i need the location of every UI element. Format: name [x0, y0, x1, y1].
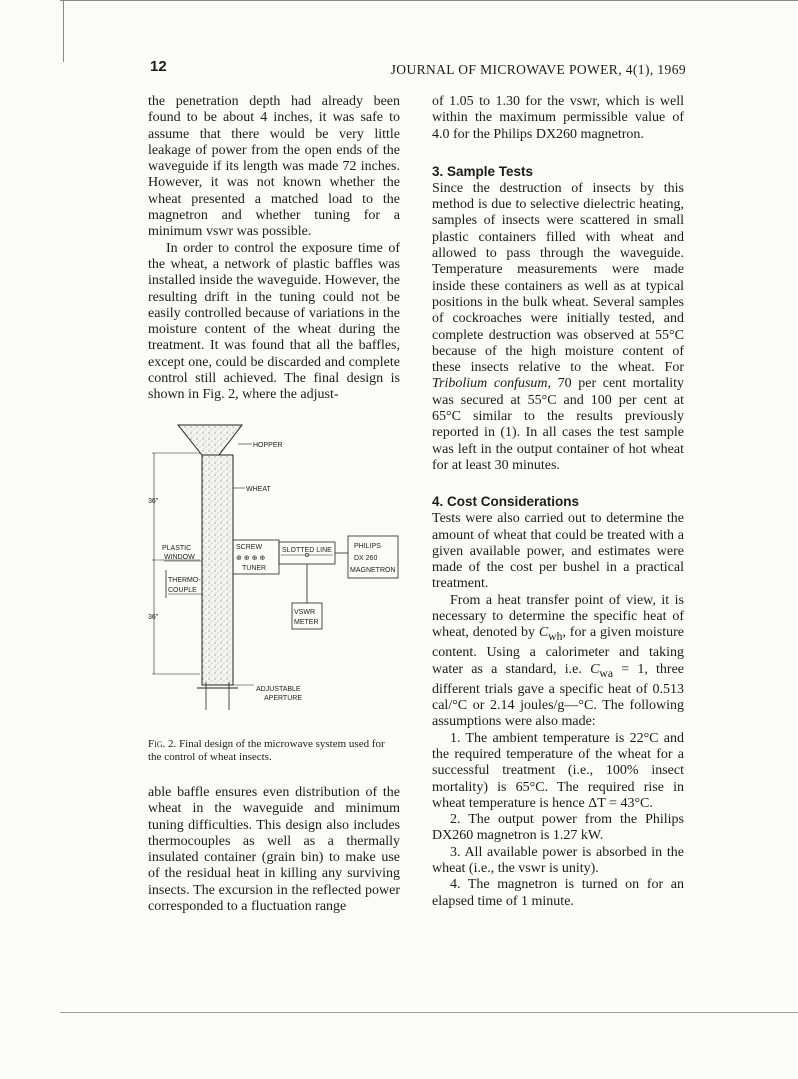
scan-border-bottom — [60, 1012, 798, 1013]
dim-label-bottom: 36" — [148, 614, 159, 621]
list-item: 3. All available power is absorbed in the wheat (i.e., the vswr is unity). — [432, 844, 684, 877]
screw-tuner-label-2: TUNER — [242, 565, 267, 572]
text-run: , 70 per cent mortality was secured at 55°C and 100 per cent at 65°C similar to the results previously reported in (1). In all cases the test sample was left in the output container of hot wheat for at least 30 minutes. — [432, 376, 684, 473]
subscript: wh — [548, 630, 563, 644]
left-column-top — [148, 94, 400, 404]
subscript: wa — [599, 666, 613, 680]
figure-caption-text: Final design of the microwave system used for the control of wheat insects. — [148, 738, 385, 763]
paragraph: of 1.05 to 1.30 for the vswr, which is well within the maximum permissible value of 4.0 for the Philips DX260 magnetron. — [432, 94, 684, 142]
thermocouple-label: THERMO- — [168, 577, 201, 584]
section-heading: 3. Sample Tests — [432, 163, 534, 179]
wheat-label: WHEAT — [246, 486, 271, 493]
page-number: 12 — [150, 58, 167, 75]
aperture-label-2: APERTURE — [264, 695, 302, 702]
figure-2-diagram — [142, 420, 404, 725]
paragraph: able baffle ensures even distribution of the wheat in the waveguide and minimum tuning difficulties. This design also includes thermocouples as well as a thermally insulated container (grain bin) to make use of the residual heat in killing any surviving insects. The excursion in the reflected power corresponded to a fluctuation range — [148, 785, 400, 915]
symbol: C — [538, 625, 549, 641]
hopper-shape — [178, 425, 242, 455]
scan-border-left — [63, 0, 64, 62]
left-column-bottom — [148, 785, 400, 915]
plastic-window-label: PLASTIC — [162, 545, 192, 552]
dim-label-top: 36" — [148, 498, 159, 505]
screw-tuner-glyphs: ⊕ ⊕ ⊕ ⊕ — [236, 555, 266, 562]
text-run: = 1, three different trials gave a specific heat of 0.513 cal/°C or 2.14 joules/g—°C. The following assumptions were also made: — [432, 661, 685, 730]
magnetron-label-2: DX 260 — [354, 555, 378, 562]
list-item: 1. The ambient temperature is 22°C and the required temperature of the wheat for a successful treatment (i.e., 100% insect mortality) is 65°C. The required rise in wheat temperature is hence ΔT = 43°C. — [432, 730, 684, 811]
paragraph: In order to control the exposure time of the wheat, a network of plastic baffles was installed inside the waveguide. However, the resulting drift in the tuning could not be easily controlled because of variations in the moisture content of the wheat during the treatment. It was found that all the baffles, except one, could be discarded and complete control still achieved. The final design is shown in Fig. 2, where the adjust- — [148, 240, 400, 403]
species-name: Tribolium confusum — [432, 376, 548, 392]
microwave-system-diagram — [142, 420, 404, 725]
right-column — [432, 94, 684, 910]
hopper-label: HOPPER — [253, 442, 283, 449]
section-heading: 4. Cost Considerations — [432, 494, 580, 510]
vswr-label-2: METER — [294, 619, 319, 626]
list-item: 2. The output power from the Philips DX260 magnetron is 1.27 kW. — [432, 812, 684, 844]
text-run: From a heat transfer point of view, it is necessary to determine the specific heat of wheat, denoted by — [432, 592, 684, 641]
figure-caption-label: Fig. 2. — [148, 738, 177, 750]
paragraph — [432, 181, 684, 474]
magnetron-label: PHILIPS — [354, 543, 381, 550]
magnetron-label-3: MAGNETRON — [350, 567, 396, 574]
plastic-window-label-2: WINDOW — [164, 554, 195, 561]
vswr-label: VSWR — [294, 609, 315, 616]
paragraph: the penetration depth had already been found to be about 4 inches, it was safe to assume that there would be very little leakage of power from the open ends of the waveguide if its length was made 72 inches. However, it was not known whether the wheat presented a matched load to the magnetron and whether tuning for a minimum vswr was possible. — [148, 94, 400, 240]
aperture-label: ADJUSTABLE — [256, 686, 301, 693]
figure-caption — [148, 738, 398, 764]
paragraph: Tests were also carried out to determine the amount of wheat that could be treated with a given available power, and estimates were made of the cost per bushel in a practical treatment. — [432, 511, 684, 592]
scan-border-top — [60, 0, 798, 1]
screw-tuner-label: SCREW — [236, 544, 263, 551]
journal-title: JOURNAL OF MICROWAVE POWER, 4(1), 1969 — [390, 62, 686, 77]
symbol: C — [590, 661, 600, 677]
text-run: Since the destruction of insects by this method is due to selective dielectric heating, samples of insects were scattered in small plastic containers filled with wheat and allowed to pass through the waveguide. Temperature measurements were made inside these containers as well as at typical positions in the bulk wheat. Several samples of cockroaches were initially tested, and complete destruction was observed at 55°C because of the high moisture content of these insects relative to the wheat. For — [432, 180, 684, 376]
list-item: 4. The magnetron is turned on for an elapsed time of 1 minute. — [432, 877, 684, 909]
text-run: , for a given moisture content. Using a calorimeter and taking water as a standard, i.e. — [432, 625, 684, 677]
running-header — [391, 62, 686, 78]
waveguide-column — [202, 455, 233, 685]
thermocouple-label-2: COUPLE — [168, 587, 197, 594]
paragraph — [432, 593, 684, 731]
slotted-line-label: SLOTTED LINE — [282, 547, 332, 554]
